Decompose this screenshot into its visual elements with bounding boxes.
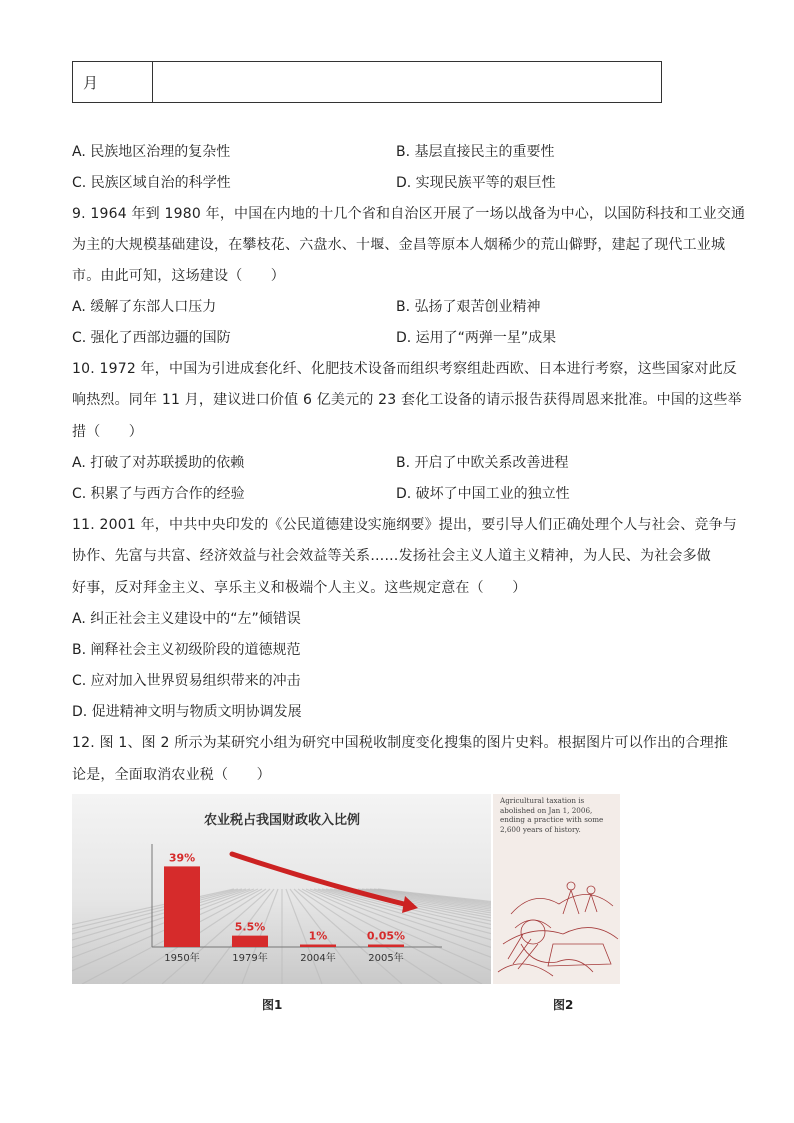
x-tick-label-2: 2004年 [300, 953, 336, 964]
figure-1-caption: 图1 [262, 998, 283, 1012]
table-label-cell: 月 [73, 62, 153, 102]
q10-option-b: B. 开启了中欧关系改善进程 [396, 455, 569, 471]
bar-1 [232, 936, 268, 947]
bar-2 [300, 945, 336, 948]
q12-stem-line2: 论是，全面取消农业税（ ） [72, 767, 271, 783]
q11-stem-line2: 协作、先富与共富、经济效益与社会效益等关系……发扬社会主义人道主义精神，为人民、为社会多做 [72, 548, 711, 564]
q11-option-c: C. 应对加入世界贸易组织带来的冲击 [72, 673, 301, 689]
q8-option-a: A. 民族地区治理的复杂性 [72, 144, 231, 160]
q11-option-b: B. 阐释社会主义初级阶段的道德规范 [72, 642, 301, 658]
x-tick-label-3: 2005年 [368, 953, 404, 964]
q11-option-a: A. 纠正社会主义建设中的“左”倾错误 [72, 611, 301, 627]
agri-tax-bar-chart [72, 794, 491, 984]
q9-stem-line1: 9. 1964 年到 1980 年，中国在内地的十几个省和自治区开展了一场以战备为中心，以国防科技和工业交通 [72, 206, 746, 222]
bar-value-label-3: 0.05% [366, 929, 406, 943]
q10-option-d: D. 破坏了中国工业的独立性 [396, 486, 570, 502]
q10-stem-line2: 响热烈。同年 11 月，建议进口价值 6 亿美元的 23 套化工设备的请示报告获得周恩来批准。中国的这些举 [72, 392, 742, 408]
bar-value-label-1: 5.5% [234, 920, 266, 934]
bar-0 [164, 866, 200, 947]
q9-option-c: C. 强化了西部边疆的国防 [72, 330, 231, 346]
q10-option-a: A. 打破了对苏联援助的依赖 [72, 455, 245, 471]
q10-stem-line1: 10. 1972 年，中国为引进成套化纤、化肥技术设备而组织考察组赴西欧、日本进行考察，这些国家对此反 [72, 361, 737, 377]
figure-1-chart [72, 794, 491, 984]
figure-2-caption: 图2 [553, 998, 574, 1012]
table-empty-cell [153, 62, 661, 102]
q9-stem-line3: 市。由此可知，这场建设（ ） [72, 268, 285, 284]
q8-option-c: C. 民族区域自治的科学性 [72, 175, 231, 191]
q9-option-a: A. 缓解了东部人口压力 [72, 299, 217, 315]
q9-stem-line2: 为主的大规模基础建设，在攀枝花、六盘水、十堰、金昌等原本人烟稀少的荒山僻野，建起了现代工业城 [72, 237, 726, 253]
q10-option-c: C. 积累了与西方合作的经验 [72, 486, 245, 502]
q11-option-d: D. 促进精神文明与物质文明协调发展 [72, 704, 302, 720]
q10-stem-line3: 措（ ） [72, 424, 143, 440]
bar-value-label-0: 39% [168, 851, 196, 865]
x-tick-label-0: 1950年 [164, 953, 200, 964]
x-tick-label-1: 1979年 [232, 953, 268, 964]
farmer-illustration [493, 794, 620, 984]
q8-option-d: D. 实现民族平等的艰巨性 [396, 175, 556, 191]
chart-title: 农业税占我国财政收入比例 [203, 813, 361, 828]
q9-option-d: D. 运用了“两弹一星”成果 [396, 330, 557, 346]
q9-option-b: B. 弘扬了艰苦创业精神 [396, 299, 541, 315]
q12-stem-line1: 12. 图 1、图 2 所示为某研究小组为研究中国税收制度变化搜集的图片史料。根据图片可以作出的合理推 [72, 735, 729, 751]
q11-stem-line1: 11. 2001 年，中共中央印发的《公民道德建设实施纲要》提出，要引导人们正确处理个人与社会、竞争与 [72, 517, 737, 533]
figure-2-illustration [493, 794, 620, 984]
bar-3 [368, 945, 404, 948]
figure-2-caption-text: Agricultural taxation is abolished on Jan 1, 2006, ending a practice with some 2,600 years of history. [500, 796, 604, 834]
q11-stem-line3: 好事，反对拜金主义、享乐主义和极端个人主义。这些规定意在（ ） [72, 580, 527, 596]
bar-value-label-2: 1% [308, 929, 328, 943]
answer-table-row [72, 61, 662, 103]
q8-option-b: B. 基层直接民主的重要性 [396, 144, 555, 160]
